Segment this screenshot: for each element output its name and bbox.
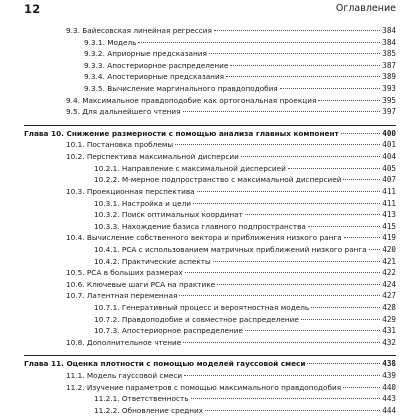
toc-chapter-entry[interactable] [24, 358, 396, 370]
toc-entry-title: 10.6. Ключевые шаги PCA на практике [66, 279, 216, 289]
toc-entry[interactable] [24, 60, 396, 72]
toc-entry[interactable] [24, 405, 396, 417]
toc-entry-title: 10.1. Постановка проблемы [66, 140, 174, 150]
toc-entry-title: 9.3.3. Апостериорное распределение [84, 60, 229, 70]
toc-entry[interactable] [24, 139, 396, 151]
toc-entry[interactable] [24, 83, 396, 95]
toc-entry[interactable] [24, 256, 396, 268]
toc-entry-title: 10.7.2. Правдоподобие и совместное распределение [94, 314, 299, 324]
dot-leader [301, 319, 380, 320]
dot-leader [241, 156, 380, 157]
toc-page-number: 431 [382, 326, 396, 336]
dot-leader [179, 295, 380, 296]
toc-entry-title: 9.4. Максимальное правдоподобие как ортогональная проекция [66, 95, 317, 105]
section-gap [24, 118, 396, 124]
toc-page-number: 438 [382, 359, 396, 369]
dot-leader [307, 363, 380, 364]
toc-entry[interactable] [24, 221, 396, 233]
toc-page-number: 401 [382, 140, 396, 150]
toc-entry-title: 10.4.1. PCA с использованием матричных приближений низкого ранга [94, 244, 367, 254]
toc-entry-title: 10.3.3. Нахождение базиса главного подпространства [94, 221, 306, 231]
toc-entry[interactable] [24, 37, 396, 49]
dot-leader [217, 284, 380, 285]
dot-leader [184, 375, 380, 376]
dot-leader [209, 53, 380, 54]
toc-entry-title: 11.1. Модель гауссовой смеси [66, 371, 183, 381]
toc-entry[interactable] [24, 106, 396, 118]
toc-entry[interactable] [24, 198, 396, 210]
toc-entry[interactable] [24, 314, 396, 326]
toc-page-number: 427 [382, 291, 396, 301]
toc-entry-title: 11.2. Изучение параметров с помощью максимального правдоподобия [66, 382, 342, 392]
table-of-contents [24, 25, 396, 417]
dot-leader [175, 144, 380, 145]
toc-page-number: 443 [382, 394, 396, 404]
toc-entry-title: Глава 10. Снижение размерности с помощью анализа главных компонент [24, 128, 339, 138]
dot-leader [226, 76, 380, 77]
toc-entry-title: 9.5. Для дальнейшего чтения [66, 107, 181, 117]
toc-page-number: 385 [382, 49, 396, 59]
toc-page-number: 428 [382, 303, 396, 313]
dot-leader [197, 191, 381, 192]
toc-page-number: 419 [382, 233, 396, 243]
toc-page-number: 429 [382, 314, 396, 324]
toc-page-number: 411 [382, 198, 396, 208]
toc-entry[interactable] [24, 48, 396, 60]
toc-entry-title: 10.3.2. Поиск оптимальных координат [94, 210, 243, 220]
toc-chapter-entry[interactable] [24, 128, 396, 140]
toc-entry-title: 10.2.2. M-мерное подпространство с максимальной дисперсией [94, 175, 342, 185]
toc-entry[interactable] [24, 279, 396, 291]
toc-entry[interactable] [24, 163, 396, 175]
toc-entry[interactable] [24, 232, 396, 244]
dot-leader [343, 387, 380, 388]
toc-entry[interactable] [24, 186, 396, 198]
toc-entry[interactable] [24, 267, 396, 279]
toc-page-number: 405 [382, 163, 396, 173]
dot-leader [230, 65, 380, 66]
dot-leader [308, 226, 380, 227]
toc-entry-title: 10.4.2. Практические аспекты [94, 256, 211, 266]
section-gap [24, 348, 396, 354]
running-title: Оглавление [335, 3, 396, 14]
toc-entry-title: 10.7.1. Генеративный процесс и вероятностная модель [94, 303, 310, 313]
toc-entry[interactable] [24, 174, 396, 186]
toc-entry-title: 10.2. Перспектива максимальной дисперсии [66, 152, 239, 162]
toc-entry[interactable] [24, 71, 396, 83]
chapter-divider [24, 125, 396, 126]
toc-entry-title: 9.3.2. Априорные предсказания [84, 49, 207, 59]
dot-leader [341, 133, 381, 134]
toc-page-number: 424 [382, 279, 396, 289]
chapter-divider [24, 355, 396, 356]
toc-entry-title: 10.8. Дополнительное чтение [66, 337, 182, 347]
dot-leader [343, 179, 380, 180]
toc-page-number: 415 [382, 221, 396, 231]
toc-page-number: 384 [382, 37, 396, 47]
toc-page-number: 411 [382, 186, 396, 196]
dot-leader [214, 30, 380, 31]
dot-leader [318, 100, 380, 101]
toc-page-number: 395 [382, 95, 396, 105]
toc-entry[interactable] [24, 95, 396, 107]
dot-leader [369, 249, 381, 250]
dot-leader [183, 111, 381, 112]
dot-leader [344, 237, 381, 238]
toc-entry-title: 9.3. Байесовская линейная регрессия [66, 26, 212, 35]
dot-leader [193, 203, 380, 204]
toc-entry[interactable] [24, 370, 396, 382]
toc-entry[interactable] [24, 151, 396, 163]
toc-page-number: 444 [382, 405, 396, 415]
toc-page-number: 422 [382, 268, 396, 278]
toc-page-number: 439 [382, 371, 396, 381]
dot-leader [138, 42, 380, 43]
toc-entry[interactable] [24, 382, 396, 394]
toc-page-number: 413 [382, 210, 396, 220]
dot-leader [245, 330, 380, 331]
toc-page-number: 407 [382, 175, 396, 185]
page-number: 12 [24, 2, 41, 16]
toc-entry-title: 10.3. Проекционная перспектива [66, 186, 195, 196]
toc-page-number: 400 [382, 128, 396, 138]
toc-entry-title: 9.3.4. Апостериорные предсказания [84, 72, 225, 82]
dot-leader [288, 168, 380, 169]
dot-leader [191, 398, 381, 399]
dot-leader [185, 272, 381, 273]
toc-entry-title: 10.7. Латентная переменная [66, 291, 178, 301]
toc-entry-title: 9.3.1. Модель [84, 37, 137, 47]
toc-entry-title: 10.4. Вычисление собственного вектора и приближения низкого ранга [66, 233, 342, 243]
toc-entry-title: 10.5. PCA в больших размерах [66, 268, 183, 278]
toc-entry[interactable] [24, 302, 396, 314]
dot-leader [183, 342, 380, 343]
toc-page-number: 420 [382, 244, 396, 254]
dot-leader [245, 214, 380, 215]
toc-page-number: 387 [382, 60, 396, 70]
toc-entry-title: 11.2.1. Ответственность [94, 394, 189, 404]
dot-leader [311, 307, 380, 308]
toc-page-number: 384 [382, 26, 396, 35]
dot-leader [205, 410, 380, 411]
toc-page-number: 432 [382, 337, 396, 347]
dot-leader [213, 261, 381, 262]
toc-entry-title: 10.3.1. Настройка и цели [94, 198, 192, 208]
toc-page-number: 421 [382, 256, 396, 266]
toc-entry[interactable] [24, 337, 396, 349]
toc-entry-title: 10.2.1. Направление с максимальной дисперсией [94, 163, 286, 173]
toc-entry[interactable] [24, 209, 396, 221]
toc-entry-title: 10.7.3. Апостериорное распределение [94, 326, 244, 336]
toc-entry-title: 9.3.5. Вычисление маргинального правдоподобия [84, 84, 278, 94]
toc-entry[interactable] [24, 25, 396, 37]
toc-entry[interactable] [24, 393, 396, 405]
dot-leader [280, 88, 380, 89]
page-header [0, 0, 420, 24]
toc-page-number: 440 [382, 382, 396, 392]
toc-entry[interactable] [24, 244, 396, 256]
toc-entry[interactable] [24, 290, 396, 302]
toc-page-number: 404 [382, 152, 396, 162]
toc-page-number: 389 [382, 72, 396, 82]
toc-entry-title: Глава 11. Оценка плотности с помощью моделей гауссовой смеси [24, 359, 306, 369]
toc-page-number: 393 [382, 84, 396, 94]
toc-entry[interactable] [24, 325, 396, 337]
toc-entry-title: 11.2.2. Обновление средних [94, 405, 204, 415]
toc-page-number: 397 [382, 107, 396, 117]
